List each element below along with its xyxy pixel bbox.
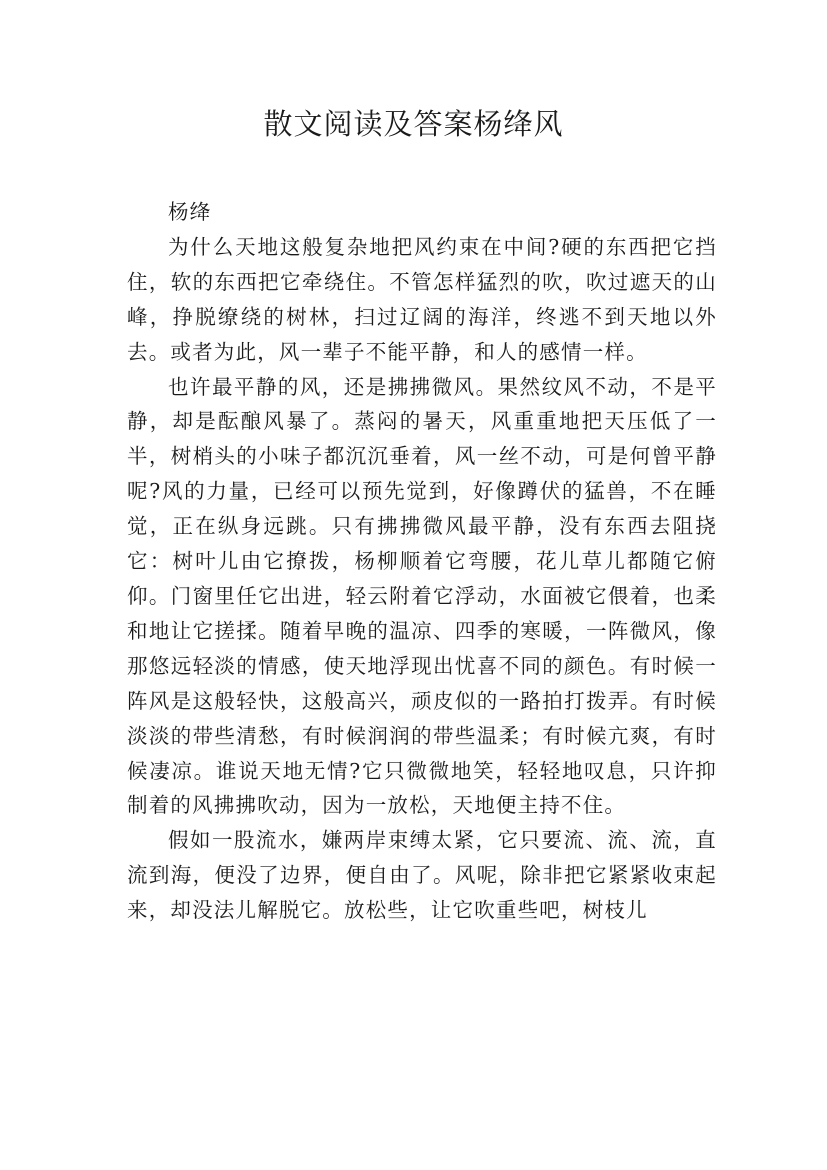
- article-body: [127, 195, 717, 928]
- document-title: 散文阅读及答案杨绛风: [263, 107, 564, 141]
- paragraph-1: 为什么天地这般复杂地把风约束在中间?硬的东西把它挡住，软的东西把它牵绕住。不管怎样猛烈的吹，吹过遮天的山峰，挣脱缭绕的树林，扫过辽阔的海洋，终逃不到天地以外去。或者为此，风一辈子不能平静，和人的感情一样。: [127, 234, 717, 364]
- paragraph-3: 假如一股流水，嫌两岸束缚太紧，它只要流、流、流，直流到海，便没了边界，便自由了。风呢，除非把它紧紧收束起来，却没法儿解脱它。放松些，让它吹重些吧，树枝儿: [127, 828, 717, 923]
- author-line: 杨绛: [168, 200, 212, 224]
- paragraph-2: 也许最平静的风，还是拂拂微风。果然纹风不动，不是平静，却是酝酿风暴了。蒸闷的暑天，风重重地把天压低了一半，树梢头的小味子都沉沉垂着，风一丝不动，可是何曾平静呢?风的力量，已经可以预先觉到，好像蹲伏的猛兽，不在睡觉，正在纵身远跳。只有拂拂微风最平静，没有东西去阻挠它：树叶儿由它撩拨，杨柳顺着它弯腰，花儿草儿都随它俯仰。门窗里任它出进，轻云附着它浮动，水面被它偎着，也柔和地让它搓揉。随着早晚的温凉、四季的寒暖，一阵微风，像那悠远轻淡的情感，使天地浮现出忧喜不同的颜色。有时候一阵风是这般轻快，这般高兴，顽皮似的一路拍打拨弄。有时候淡淡的带些清愁，有时候润润的带些温柔；有时候亢爽，有时候凄凉。谁说天地无情?它只微微地笑，轻轻地叹息，只许抑制着的风拂拂吹动，因为一放松，天地便主持不住。: [127, 374, 717, 818]
